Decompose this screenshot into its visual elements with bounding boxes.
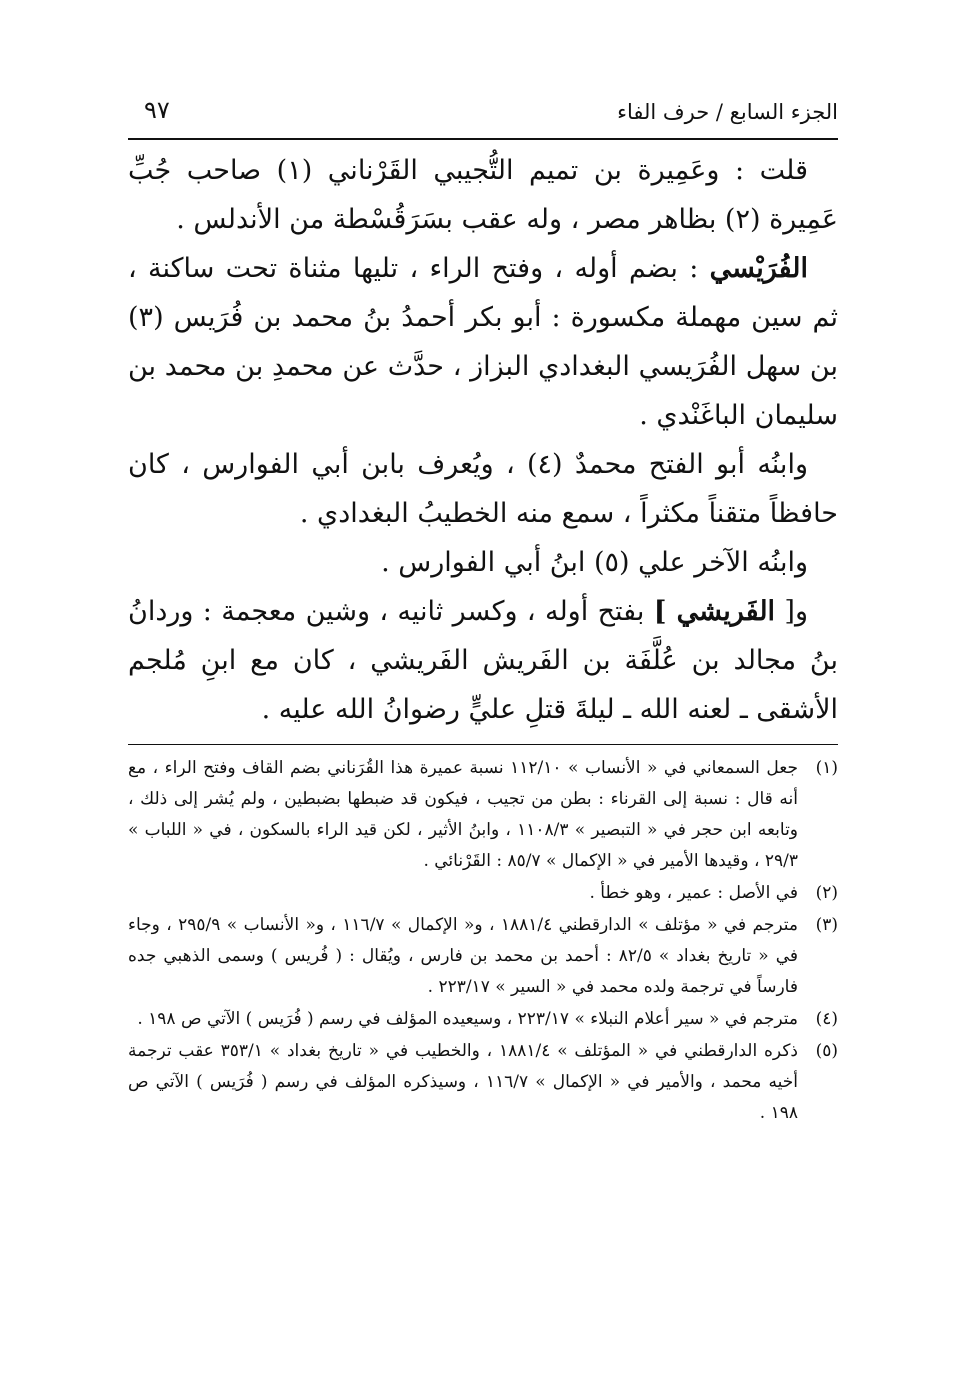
footnote-text: في الأصل : عمير ، وهو خطأ . (589, 883, 798, 903)
footnote-number: (١) (815, 758, 838, 778)
footnote-rule (128, 744, 838, 745)
header-rule (128, 138, 838, 140)
entry-heading-furaysi: الفُرَيْسي (709, 253, 808, 284)
paragraph-4: وابنُه الآخر علي (٥) ابنُ أبي الفوارس . (381, 547, 808, 578)
footnote-text: جعل السمعاني في « الأنساب » ١١٢/١٠ نسبة عميرة هذا القُرَناني بضم القاف وفتح الراء ، مع أنه قال : نسبة إلى القرناء : بطن من تجيب ، فيكون قد ضبطها بضبطين ، ولم يُشر إلى ذلك ، وتابعه ابن حجر في « التبصير » ١١٠٨/٣ ، وابنُ الأثير ، لكن قيد الراء بالسكون ، في « اللباب » ٢٩/٣ ، وقيدها الأمير في « الإكمال » ٨٥/٧ : القَرْنائي . (128, 758, 799, 871)
footnote-text: مترجم في « مؤتلف » الدارقطني ١٨٨١/٤ ، و« الإكمال » ١١٦/٧ ، و« الأنساب » ٢٩٥/٩ ، وجاء في « تاريخ بغداد » ٨٢/٥ : أحمد بن محمد بن فارس ، ويُقال : ( فُريس ) وسمى الذهبي جده فارساً في ترجمة ولده محمد في « السير » ٢٢٣/١٧ . (128, 915, 798, 997)
bracket-prefix: و[ (775, 596, 808, 627)
paragraph-2-text: : بضم أوله ، وفتح الراء ، تليها مثناة تحت ساكنة ، ثم سين مهملة مكسورة : أبو بكر أحمدُ بنُ محمد بن فُرَيس (٣) بن سهل الفُرَيسي البغدادي البزاز ، حدَّث عن محمدِ بن محمد بن سليمان الباغَنْدي . (128, 253, 838, 431)
running-header (128, 88, 838, 138)
entry-heading-farishi: الفَريشي ] (653, 596, 776, 627)
footnote (128, 753, 838, 877)
paragraph-3: وابنُه أبو الفتح محمدٌ (٤) ، ويُعرف بابن أبي الفوارس ، كان حافظاً متقناً مكثراً ، سمع منه الخطيبُ البغدادي . (128, 449, 838, 529)
paragraph-5-text: بفتح أوله ، وكسر ثانيه ، وشين معجمة : وردانُ بنُ مجالد بن عُلَّفَة بن الفَريش الفَريشي ، كان مع ابنِ مُلجم الأشقى ـ لعنه الله ـ ليلةَ قتلِ عليٍّ رضوانُ الله عليه . (128, 596, 838, 725)
footnote (128, 1004, 838, 1035)
paragraph-2 (128, 244, 838, 440)
footnote-text: ذكره الدارقطني في « المؤتلف » ١٨٨١/٤ ، والخطيب في « تاريخ بغداد » ٣٥٣/١ عقب ترجمة أخيه محمد ، والأمير في « الإكمال » ١١٦/٧ ، وسيذكره المؤلف في رسم ( فُرَيس ) الآتي ص ١٩٨ . (128, 1041, 798, 1123)
footnote-number: (٥) (815, 1041, 838, 1061)
page-number: ٩٧ (144, 96, 170, 124)
running-title: الجزء السابع / حرف الفاء (617, 100, 838, 124)
book-page (128, 88, 838, 1308)
footnote-number: (٢) (815, 883, 838, 903)
footnote-number: (٣) (815, 915, 838, 935)
footnote (128, 910, 838, 1003)
paragraph-5 (128, 587, 838, 734)
footnote-number: (٤) (815, 1009, 838, 1029)
paragraph-1: قلت : وعَمِيرة بن تميم التُّجيبي القَرْناني (١) صاحب جُبِّ عَمِيرة (٢) بظاهر مصر ، وله عقب بسَرَقُسْطة من الأندلس . (128, 155, 838, 235)
footnote (128, 1036, 838, 1129)
footnote (128, 878, 838, 909)
main-text (128, 146, 838, 734)
footnote-text: مترجم في « سير أعلام النبلاء » ٢٢٣/١٧ ، وسيعيده المؤلف في رسم ( فُرَيس ) الآتي ص ١٩٨ . (137, 1009, 798, 1029)
footnotes (128, 753, 838, 1129)
